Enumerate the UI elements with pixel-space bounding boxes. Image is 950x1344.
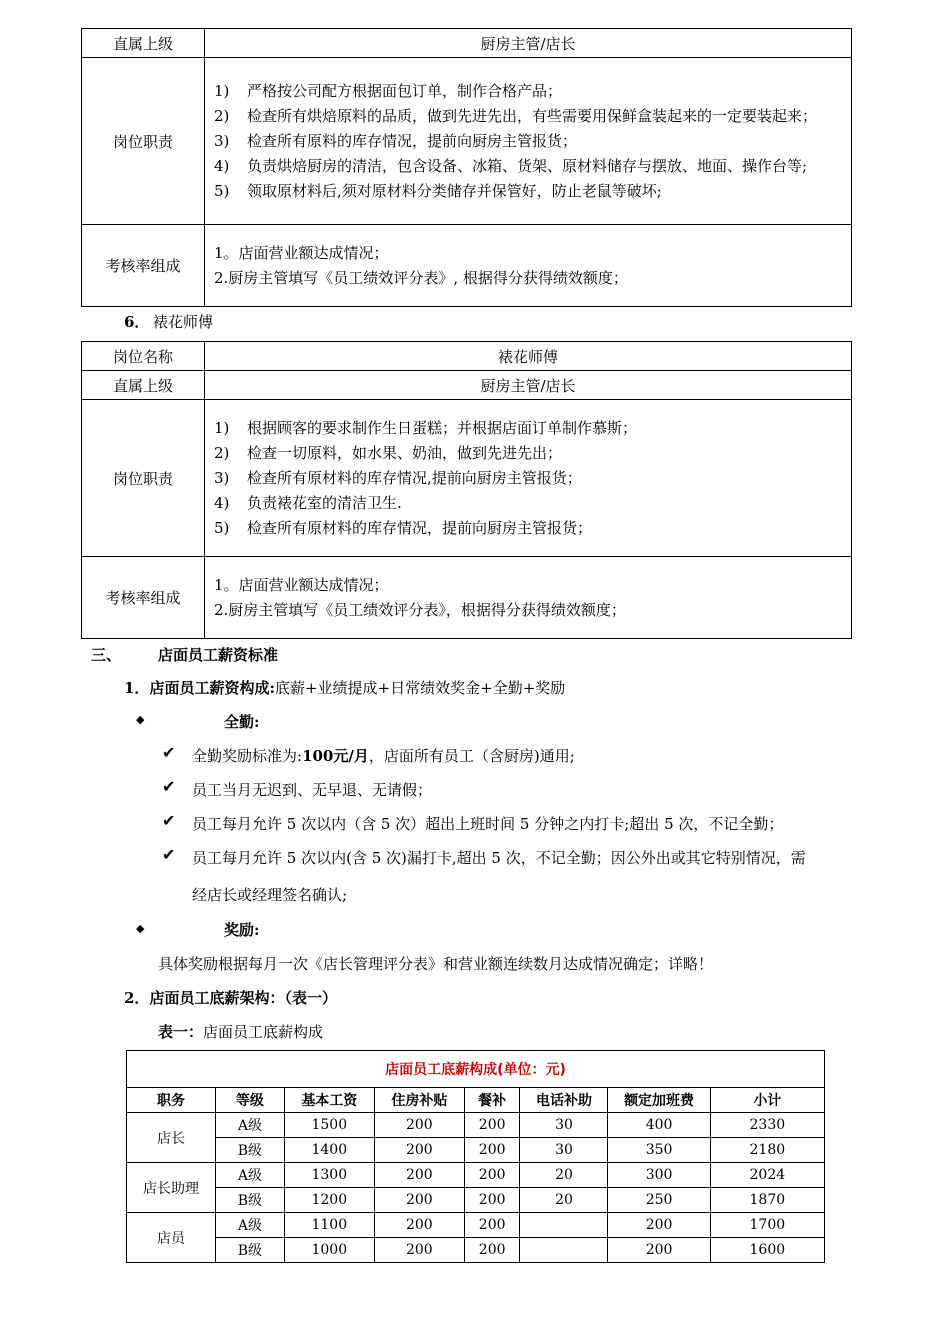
overtime-cell: 200 — [608, 1238, 710, 1263]
assess-label: 考核率组成 — [82, 557, 205, 639]
superior-value: 厨房主管/店长 — [205, 29, 852, 58]
duty-item: 2) 检查一切原料，如水果、奶油，做到先进先出； — [214, 443, 563, 462]
base-cell: 1300 — [284, 1163, 374, 1188]
assess-list — [205, 557, 852, 639]
duty-item: 4) 负责烘焙厨房的清洁，包含设备、冰箱、货架、原材料储存与摆放、地面、操作台等; — [214, 156, 808, 175]
meal-cell: 200 — [464, 1163, 520, 1188]
housing-cell: 200 — [374, 1213, 464, 1238]
attendance-item: 员工每月允许 5 次以内(含 5 次)漏打卡,超出 5 次，不记全勤；因公外出或其它特别情况，需 — [192, 849, 806, 867]
base-cell: 1100 — [284, 1213, 374, 1238]
duties-list — [205, 58, 852, 225]
table-row — [127, 1163, 825, 1188]
base-cell: 1400 — [284, 1138, 374, 1163]
table-row — [127, 1138, 825, 1163]
assess-item: 1。店面营业额达成情况； — [214, 243, 389, 262]
total-cell: 1870 — [710, 1188, 824, 1213]
duties-list — [205, 400, 852, 557]
attendance-item: 员工当月无迟到、无早退、无请假； — [192, 781, 433, 799]
check-icon: ✔ — [162, 777, 176, 796]
duties-label: 岗位职责 — [82, 58, 205, 225]
duty-item: 4) 负责裱花室的清洁卫生. — [214, 493, 402, 512]
phone-cell: 30 — [520, 1113, 608, 1138]
item-1: 1．店面员工薪资构成:底薪+业绩提成+日常绩效奖金+全勤+奖励 — [124, 679, 566, 697]
position-cell: 店长助理 — [127, 1163, 216, 1213]
header-cell: 小计 — [710, 1088, 824, 1113]
check-icon: ✔ — [162, 845, 176, 864]
duty-item: 3) 检查所有原材料的库存情况,提前向厨房主管报货； — [214, 468, 582, 487]
duty-item: 1) 严格按公司配方根据面包订单，制作合格产品； — [214, 81, 563, 100]
section-3-num: 三、 — [91, 646, 122, 664]
check-icon: ✔ — [162, 743, 176, 762]
grade-cell: A级 — [216, 1213, 285, 1238]
baker-job-table — [81, 28, 852, 307]
header-cell: 基本工资 — [284, 1088, 374, 1113]
housing-cell: 200 — [374, 1188, 464, 1213]
phone-cell — [520, 1238, 608, 1263]
duty-item: 2) 检查所有烘焙原料的品质，做到先进先出，有些需要用保鲜盒装起来的一定要装起来； — [214, 106, 818, 125]
superior-label: 直属上级 — [82, 29, 205, 58]
base-cell: 1000 — [284, 1238, 374, 1263]
reward-title: 奖励: — [224, 921, 260, 939]
attendance-title: 全勤: — [224, 713, 260, 731]
diamond-bullet-icon: ◆ — [136, 713, 145, 726]
check-icon: ✔ — [162, 811, 176, 830]
grade-cell: B级 — [216, 1188, 285, 1213]
position-cell: 店长 — [127, 1113, 216, 1163]
table-row — [127, 1113, 825, 1138]
assess-list — [205, 225, 852, 307]
table-row — [127, 1188, 825, 1213]
duty-item: 3) 检查所有原料的库存情况，提前向厨房主管报货； — [214, 131, 578, 150]
header-cell: 住房补贴 — [374, 1088, 464, 1113]
total-cell: 1700 — [710, 1213, 824, 1238]
header-cell: 餐补 — [464, 1088, 520, 1113]
superior-value: 厨房主管/店长 — [205, 371, 852, 400]
overtime-cell: 200 — [608, 1213, 710, 1238]
base-cell: 1500 — [284, 1113, 374, 1138]
attendance-item: 员工每月允许 5 次以内（含 5 次）超出上班时间 5 分钟之内打卡;超出 5 次，不记全勤； — [192, 815, 784, 833]
header-cell: 职务 — [127, 1088, 216, 1113]
overtime-cell: 350 — [608, 1138, 710, 1163]
meal-cell: 200 — [464, 1238, 520, 1263]
assess-item: 1。店面营业额达成情况； — [214, 575, 389, 594]
assess-item: 2.厨房主管填写《员工绩效评分表》，根据得分获得绩效额度； — [214, 600, 626, 619]
section-3-title: 店面员工薪资标准 — [158, 646, 279, 664]
table-row — [127, 1213, 825, 1238]
attendance-item: 全勤奖励标准为:100元/月，店面所有员工（含厨房)通用; — [192, 747, 575, 765]
overtime-cell: 300 — [608, 1163, 710, 1188]
meal-cell: 200 — [464, 1138, 520, 1163]
item-2: 2．店面员工底薪架构：（表一） — [124, 989, 337, 1007]
total-cell: 2180 — [710, 1138, 824, 1163]
table-caption: 表一：店面员工底薪构成 — [158, 1023, 324, 1041]
diamond-bullet-icon: ◆ — [136, 922, 145, 935]
grade-cell: B级 — [216, 1138, 285, 1163]
superior-label: 直属上级 — [82, 371, 205, 400]
base-cell: 1200 — [284, 1188, 374, 1213]
meal-cell: 200 — [464, 1213, 520, 1238]
table-row — [127, 1238, 825, 1263]
reward-text: 具体奖励根据每月一次《店长管理评分表》和营业额连续数月达成情况确定；详略！ — [158, 955, 714, 973]
total-cell: 1600 — [710, 1238, 824, 1263]
meal-cell: 200 — [464, 1188, 520, 1213]
total-cell: 2330 — [710, 1113, 824, 1138]
duty-item: 5) 领取原材料后,须对原材料分类储存并保管好，防止老鼠等破坏; — [214, 181, 662, 200]
housing-cell: 200 — [374, 1163, 464, 1188]
total-cell: 2024 — [710, 1163, 824, 1188]
position-cell: 店员 — [127, 1213, 216, 1263]
section-6-title: 裱花师傅 — [153, 313, 214, 331]
duty-item: 1) 根据顾客的要求制作生日蛋糕；并根据店面订单制作慕斯； — [214, 418, 638, 437]
header-cell: 等级 — [216, 1088, 285, 1113]
overtime-cell: 400 — [608, 1113, 710, 1138]
overtime-cell: 250 — [608, 1188, 710, 1213]
grade-cell: A级 — [216, 1163, 285, 1188]
housing-cell: 200 — [374, 1113, 464, 1138]
duty-item: 5) 检查所有原材料的库存情况，提前向厨房主管报货； — [214, 518, 593, 537]
header-cell: 电话补助 — [520, 1088, 608, 1113]
assess-item: 2.厨房主管填写《员工绩效评分表》, 根据得分获得绩效额度； — [214, 268, 628, 287]
housing-cell: 200 — [374, 1238, 464, 1263]
section-6-heading: 6． — [124, 313, 150, 331]
phone-cell: 30 — [520, 1138, 608, 1163]
decorator-job-table — [81, 341, 852, 639]
salary-table — [126, 1050, 825, 1263]
grade-cell: A级 — [216, 1113, 285, 1138]
salary-table-title: 店面员工底薪构成(单位：元) — [127, 1051, 825, 1088]
phone-cell: 20 — [520, 1163, 608, 1188]
header-cell: 额定加班费 — [608, 1088, 710, 1113]
phone-cell: 20 — [520, 1188, 608, 1213]
position-name-value: 裱花师傅 — [205, 342, 852, 371]
phone-cell — [520, 1213, 608, 1238]
position-name-label: 岗位名称 — [82, 342, 205, 371]
meal-cell: 200 — [464, 1113, 520, 1138]
attendance-item-continuation: 经店长或经理签名确认; — [192, 886, 348, 904]
assess-label: 考核率组成 — [82, 225, 205, 307]
grade-cell: B级 — [216, 1238, 285, 1263]
duties-label: 岗位职责 — [82, 400, 205, 557]
housing-cell: 200 — [374, 1138, 464, 1163]
